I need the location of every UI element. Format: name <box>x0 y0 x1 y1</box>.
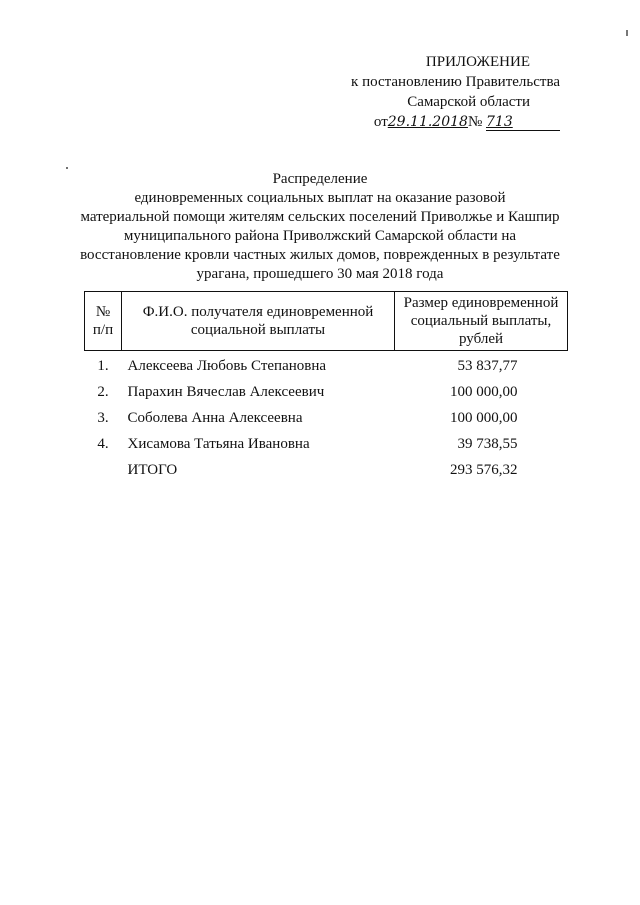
header-amount-line-2: социальный выплаты, <box>410 313 552 329</box>
title-heading: Распределение <box>272 171 368 187</box>
title-line-3: муниципального района Приволжский Самарской области на <box>123 228 517 244</box>
table-row <box>85 379 568 405</box>
handwritten-date: 29.11.2018 <box>387 114 468 130</box>
row-number: 4. <box>97 436 109 452</box>
title-line-4: восстановление кровли частных жилых домов, поврежденных в результате <box>80 247 560 263</box>
header-amount <box>395 292 568 351</box>
appendix-date-line <box>320 112 560 132</box>
scan-edge-mark <box>626 30 628 36</box>
table-row <box>85 405 568 431</box>
recipient-name: Хисамова Татьяна Ивановна <box>127 436 310 452</box>
table-header-row <box>85 292 568 351</box>
scan-speck <box>66 167 68 169</box>
number-field <box>486 112 560 131</box>
payment-amount: 100 000,00 <box>450 410 518 426</box>
header-number-line-2: п/п <box>92 322 114 338</box>
title-line-5: урагана, прошедшего 30 мая 2018 года <box>196 266 444 282</box>
payments-table <box>84 291 568 483</box>
appendix-line-1: к постановлению Правительства <box>351 74 560 90</box>
total-amount: 293 576,32 <box>450 462 518 478</box>
payment-amount: 100 000,00 <box>450 384 518 400</box>
appendix-line-2: Самарской области <box>407 94 530 110</box>
recipient-name: Соболева Анна Алексеевна <box>127 410 303 426</box>
payment-amount: 53 837,77 <box>457 358 518 374</box>
total-number-empty <box>85 457 122 483</box>
title-line-1: единовременных социальных выплат на оказание разовой <box>134 190 506 206</box>
date-prefix: от <box>373 114 388 130</box>
header-number <box>85 292 122 351</box>
row-number: 3. <box>97 410 109 426</box>
header-recipient-line-2: социальной выплаты <box>190 322 326 338</box>
header-recipient <box>122 292 395 351</box>
header-number-line-1: № <box>95 304 111 320</box>
recipient-name: Парахин Вячеслав Алексеевич <box>127 384 325 400</box>
header-amount-line-1: Размер единовременной <box>403 295 559 311</box>
appendix-block <box>320 52 560 132</box>
header-recipient-line-1: Ф.И.О. получателя единовременной <box>142 304 374 320</box>
total-label: ИТОГО <box>127 462 178 478</box>
table-row <box>85 431 568 457</box>
row-number: 2. <box>97 384 109 400</box>
table-row <box>85 351 568 380</box>
row-number: 1. <box>97 358 109 374</box>
handwritten-number: 713 <box>486 114 513 130</box>
total-row <box>85 457 568 483</box>
document-title <box>60 170 580 284</box>
number-prefix: № <box>467 114 483 130</box>
payment-amount: 39 738,55 <box>457 436 518 452</box>
header-amount-line-3: рублей <box>458 331 504 347</box>
appendix-heading: ПРИЛОЖЕНИЕ <box>425 54 530 70</box>
recipient-name: Алексеева Любовь Степановна <box>127 358 327 374</box>
title-line-2: материальной помощи жителям сельских поселений Приволжье и Кашпир <box>80 209 560 225</box>
